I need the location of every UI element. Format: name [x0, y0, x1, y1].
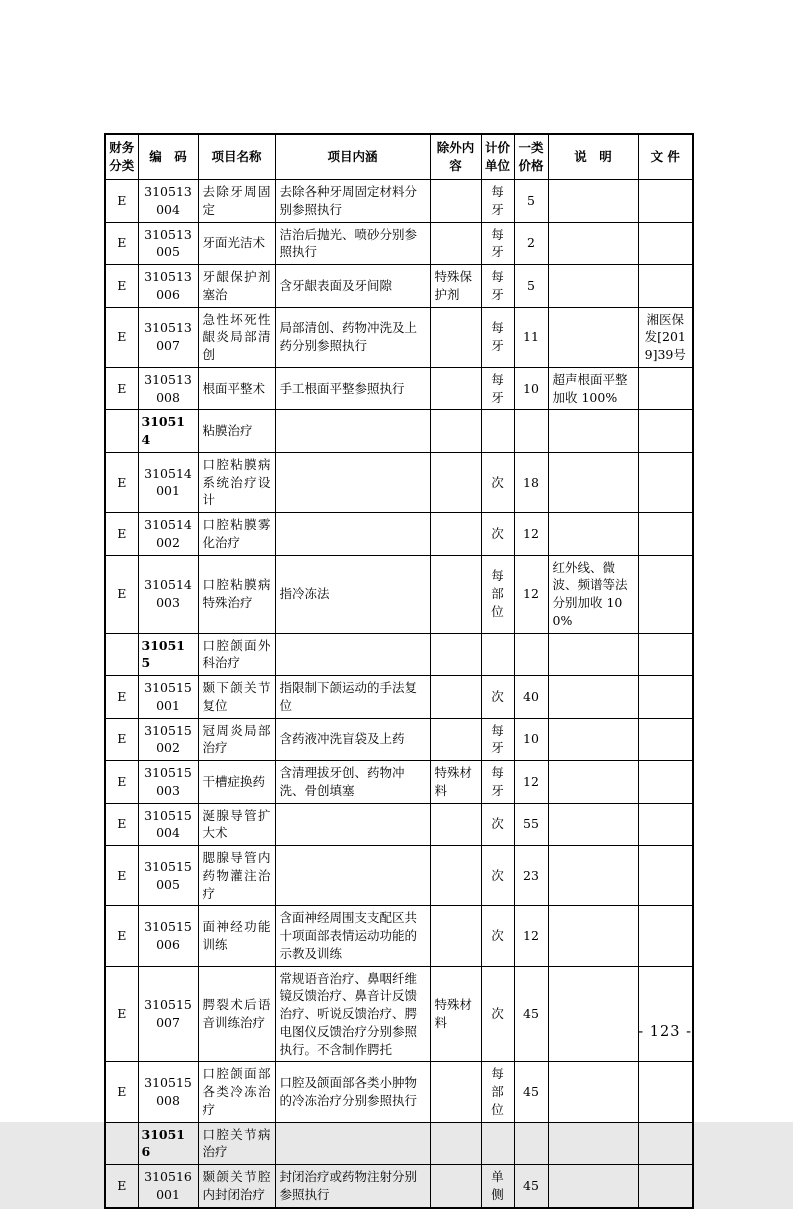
cell-unit: 次: [481, 676, 514, 719]
cell-file: 湘医保发[2019]39号: [638, 307, 693, 367]
cell-project-name: 口腔粘膜病系统治疗设计: [198, 452, 275, 512]
cell-code: 310513006: [138, 265, 198, 308]
cell-exclusion: 特殊保护剂: [430, 265, 481, 308]
cell-project-content: 指限制下颌运动的手法复位: [275, 676, 430, 719]
cell-finance-class: [105, 1122, 138, 1165]
cell-project-content: 洁治后抛光、喷砂分别参照执行: [275, 222, 430, 265]
cell-note: [548, 846, 638, 906]
cell-finance-class: E: [105, 846, 138, 906]
table-header: [105, 134, 693, 180]
cell-project-content: 口腔及颌面部各类小肿物的冷冻治疗分别参照执行: [275, 1062, 430, 1122]
cell-file: [638, 452, 693, 512]
cell-file: [638, 676, 693, 719]
cell-finance-class: E: [105, 222, 138, 265]
cell-exclusion: [430, 180, 481, 223]
table-row: [105, 846, 693, 906]
cell-exclusion: [430, 846, 481, 906]
cell-file: [638, 265, 693, 308]
cell-file: [638, 222, 693, 265]
table-row: [105, 555, 693, 633]
cell-code: 310513005: [138, 222, 198, 265]
fee-schedule-table: [104, 133, 694, 1209]
cell-file: [638, 555, 693, 633]
cell-price: 23: [514, 846, 548, 906]
cell-note: [548, 761, 638, 804]
cell-exclusion: [430, 633, 481, 676]
cell-file: [638, 966, 693, 1062]
cell-project-name: 去除牙周固定: [198, 180, 275, 223]
table-row: [105, 367, 693, 410]
cell-project-name: 牙龈保护剂塞治: [198, 265, 275, 308]
cell-price: 11: [514, 307, 548, 367]
cell-note: [548, 803, 638, 846]
cell-project-content: [275, 803, 430, 846]
cell-note: [548, 307, 638, 367]
cell-unit: 次: [481, 846, 514, 906]
cell-exclusion: 特殊材料: [430, 761, 481, 804]
cell-exclusion: [430, 307, 481, 367]
cell-note: [548, 966, 638, 1062]
col-header-project-content: 项目内涵: [275, 134, 430, 180]
col-header-code: 编 码: [138, 134, 198, 180]
cell-price: 10: [514, 718, 548, 761]
cell-project-name: 根面平整术: [198, 367, 275, 410]
cell-exclusion: [430, 676, 481, 719]
table-row: [105, 1122, 693, 1165]
cell-price: 45: [514, 1062, 548, 1122]
cell-code: 310514003: [138, 555, 198, 633]
cell-unit: 每牙: [481, 718, 514, 761]
cell-project-content: [275, 410, 430, 453]
cell-project-name: 腭裂术后语音训练治疗: [198, 966, 275, 1062]
cell-file: [638, 513, 693, 556]
cell-exclusion: [430, 555, 481, 633]
cell-price: 12: [514, 906, 548, 966]
table-row: [105, 410, 693, 453]
col-header-finance-class: 财务分类: [105, 134, 138, 180]
page-number: - 123 -: [638, 1024, 692, 1040]
cell-code: 310516001: [138, 1165, 198, 1208]
cell-price: 45: [514, 1165, 548, 1208]
cell-price: 5: [514, 180, 548, 223]
cell-file: [638, 718, 693, 761]
cell-note: [548, 1122, 638, 1165]
cell-finance-class: E: [105, 180, 138, 223]
cell-finance-class: E: [105, 1062, 138, 1122]
cell-code: 310514002: [138, 513, 198, 556]
cell-file: [638, 367, 693, 410]
cell-unit: 每部位: [481, 555, 514, 633]
cell-project-content: [275, 846, 430, 906]
cell-project-content: 封闭治疗或药物注射分别参照执行: [275, 1165, 430, 1208]
cell-finance-class: E: [105, 676, 138, 719]
cell-unit: 次: [481, 513, 514, 556]
table-row: [105, 513, 693, 556]
cell-unit: 次: [481, 803, 514, 846]
cell-unit: 单侧: [481, 1165, 514, 1208]
cell-project-content: [275, 633, 430, 676]
cell-file: [638, 761, 693, 804]
cell-project-content: 手工根面平整参照执行: [275, 367, 430, 410]
cell-file: [638, 1165, 693, 1208]
cell-exclusion: [430, 367, 481, 410]
cell-note: [548, 718, 638, 761]
cell-finance-class: E: [105, 452, 138, 512]
cell-file: [638, 906, 693, 966]
cell-finance-class: E: [105, 906, 138, 966]
cell-project-name: 腮腺导管内药物灌注治疗: [198, 846, 275, 906]
cell-finance-class: [105, 633, 138, 676]
cell-exclusion: [430, 513, 481, 556]
cell-exclusion: [430, 452, 481, 512]
cell-price: [514, 633, 548, 676]
table-row: [105, 452, 693, 512]
cell-file: [638, 803, 693, 846]
cell-unit: 每牙: [481, 265, 514, 308]
cell-project-content: [275, 452, 430, 512]
cell-exclusion: [430, 803, 481, 846]
cell-price: 12: [514, 513, 548, 556]
header-row: [105, 134, 693, 180]
cell-note: [548, 222, 638, 265]
cell-note: [548, 1062, 638, 1122]
cell-code: 310515004: [138, 803, 198, 846]
cell-finance-class: E: [105, 718, 138, 761]
cell-finance-class: E: [105, 761, 138, 804]
table-row: [105, 906, 693, 966]
cell-project-content: 指冷冻法: [275, 555, 430, 633]
cell-note: [548, 410, 638, 453]
cell-finance-class: E: [105, 555, 138, 633]
cell-price: [514, 410, 548, 453]
cell-project-name: 急性坏死性龈炎局部清创: [198, 307, 275, 367]
cell-file: [638, 180, 693, 223]
cell-code: 310515001: [138, 676, 198, 719]
cell-code: 310515005: [138, 846, 198, 906]
col-header-note: 说 明: [548, 134, 638, 180]
cell-project-content: 含药液冲洗盲袋及上药: [275, 718, 430, 761]
cell-file: [638, 846, 693, 906]
cell-note: [548, 265, 638, 308]
table-body: [105, 180, 693, 1208]
cell-exclusion: [430, 718, 481, 761]
cell-code: 310513007: [138, 307, 198, 367]
cell-project-content: 含清理拔牙创、药物冲洗、骨创填塞: [275, 761, 430, 804]
table-row: [105, 633, 693, 676]
cell-code: 310514: [138, 410, 198, 453]
cell-unit: [481, 1122, 514, 1165]
cell-project-name: 口腔粘膜雾化治疗: [198, 513, 275, 556]
table-row: [105, 265, 693, 308]
table-row: [105, 676, 693, 719]
cell-unit: 每牙: [481, 222, 514, 265]
cell-finance-class: E: [105, 966, 138, 1062]
cell-finance-class: [105, 410, 138, 453]
cell-unit: 每牙: [481, 180, 514, 223]
cell-code: 310515006: [138, 906, 198, 966]
cell-project-content: [275, 513, 430, 556]
cell-note: [548, 1165, 638, 1208]
cell-project-name: 口腔粘膜病特殊治疗: [198, 555, 275, 633]
cell-price: [514, 1122, 548, 1165]
table-row: [105, 180, 693, 223]
cell-project-name: 颞下颌关节复位: [198, 676, 275, 719]
col-header-price: 一类价格: [514, 134, 548, 180]
cell-exclusion: 特殊材料: [430, 966, 481, 1062]
cell-code: 310516: [138, 1122, 198, 1165]
cell-project-content: 去除各种牙周固定材料分别参照执行: [275, 180, 430, 223]
cell-code: 310515: [138, 633, 198, 676]
cell-unit: 每牙: [481, 367, 514, 410]
cell-price: 55: [514, 803, 548, 846]
cell-project-content: 含牙龈表面及牙间隙: [275, 265, 430, 308]
cell-exclusion: [430, 1165, 481, 1208]
cell-project-content: 含面神经周围支支配区共十项面部表情运动功能的示教及训练: [275, 906, 430, 966]
cell-code: 310514001: [138, 452, 198, 512]
cell-note: 红外线、微波、频谱等法分别加收 100%: [548, 555, 638, 633]
cell-note: [548, 633, 638, 676]
cell-project-name: 冠周炎局部治疗: [198, 718, 275, 761]
cell-file: [638, 633, 693, 676]
cell-code: 310513008: [138, 367, 198, 410]
cell-project-name: 涎腺导管扩大术: [198, 803, 275, 846]
cell-price: 12: [514, 761, 548, 804]
cell-price: 45: [514, 966, 548, 1062]
table-row: [105, 966, 693, 1062]
cell-note: [548, 906, 638, 966]
cell-code: 310515007: [138, 966, 198, 1062]
cell-unit: 次: [481, 452, 514, 512]
cell-project-name: 牙面光洁术: [198, 222, 275, 265]
cell-finance-class: E: [105, 307, 138, 367]
cell-price: 12: [514, 555, 548, 633]
table-row: [105, 761, 693, 804]
cell-finance-class: E: [105, 803, 138, 846]
cell-code: 310515002: [138, 718, 198, 761]
cell-exclusion: [430, 410, 481, 453]
cell-project-name: 口腔颌面部各类冷冻治疗: [198, 1062, 275, 1122]
cell-unit: 每部位: [481, 1062, 514, 1122]
table-row: [105, 1165, 693, 1208]
cell-price: 10: [514, 367, 548, 410]
cell-finance-class: E: [105, 367, 138, 410]
table-row: [105, 1062, 693, 1122]
cell-note: [548, 676, 638, 719]
col-header-exclusion: 除外内容: [430, 134, 481, 180]
cell-unit: 次: [481, 966, 514, 1062]
cell-unit: 每牙: [481, 307, 514, 367]
cell-exclusion: [430, 1062, 481, 1122]
cell-note: [548, 180, 638, 223]
cell-project-name: 口腔颌面外科治疗: [198, 633, 275, 676]
cell-exclusion: [430, 222, 481, 265]
cell-project-name: 粘膜治疗: [198, 410, 275, 453]
table-row: [105, 222, 693, 265]
cell-price: 2: [514, 222, 548, 265]
cell-project-content: 常规语音治疗、鼻咽纤维镜反馈治疗、鼻音计反馈治疗、听说反馈治疗、腭电图仪反馈治疗分别参照执行。不含制作腭托: [275, 966, 430, 1062]
cell-code: 310515003: [138, 761, 198, 804]
cell-price: 5: [514, 265, 548, 308]
cell-finance-class: E: [105, 265, 138, 308]
cell-file: [638, 1062, 693, 1122]
cell-project-name: 口腔关节病治疗: [198, 1122, 275, 1165]
cell-unit: 每牙: [481, 761, 514, 804]
cell-file: [638, 410, 693, 453]
cell-price: 40: [514, 676, 548, 719]
cell-project-name: 干槽症换药: [198, 761, 275, 804]
cell-note: [548, 452, 638, 512]
cell-code: 310513004: [138, 180, 198, 223]
cell-exclusion: [430, 906, 481, 966]
cell-unit: [481, 633, 514, 676]
table-row: [105, 307, 693, 367]
cell-note: [548, 513, 638, 556]
cell-finance-class: E: [105, 1165, 138, 1208]
col-header-project-name: 项目名称: [198, 134, 275, 180]
cell-project-content: [275, 1122, 430, 1165]
cell-file: [638, 1122, 693, 1165]
cell-project-name: 颞颌关节腔内封闭治疗: [198, 1165, 275, 1208]
table-row: [105, 718, 693, 761]
cell-unit: [481, 410, 514, 453]
cell-note: 超声根面平整加收 100%: [548, 367, 638, 410]
cell-finance-class: E: [105, 513, 138, 556]
cell-project-name: 面神经功能训练: [198, 906, 275, 966]
col-header-unit: 计价单位: [481, 134, 514, 180]
cell-code: 310515008: [138, 1062, 198, 1122]
cell-unit: 次: [481, 906, 514, 966]
cell-exclusion: [430, 1122, 481, 1165]
col-header-file: 文 件: [638, 134, 693, 180]
table-row: [105, 803, 693, 846]
cell-project-content: 局部清创、药物冲洗及上药分别参照执行: [275, 307, 430, 367]
cell-price: 18: [514, 452, 548, 512]
